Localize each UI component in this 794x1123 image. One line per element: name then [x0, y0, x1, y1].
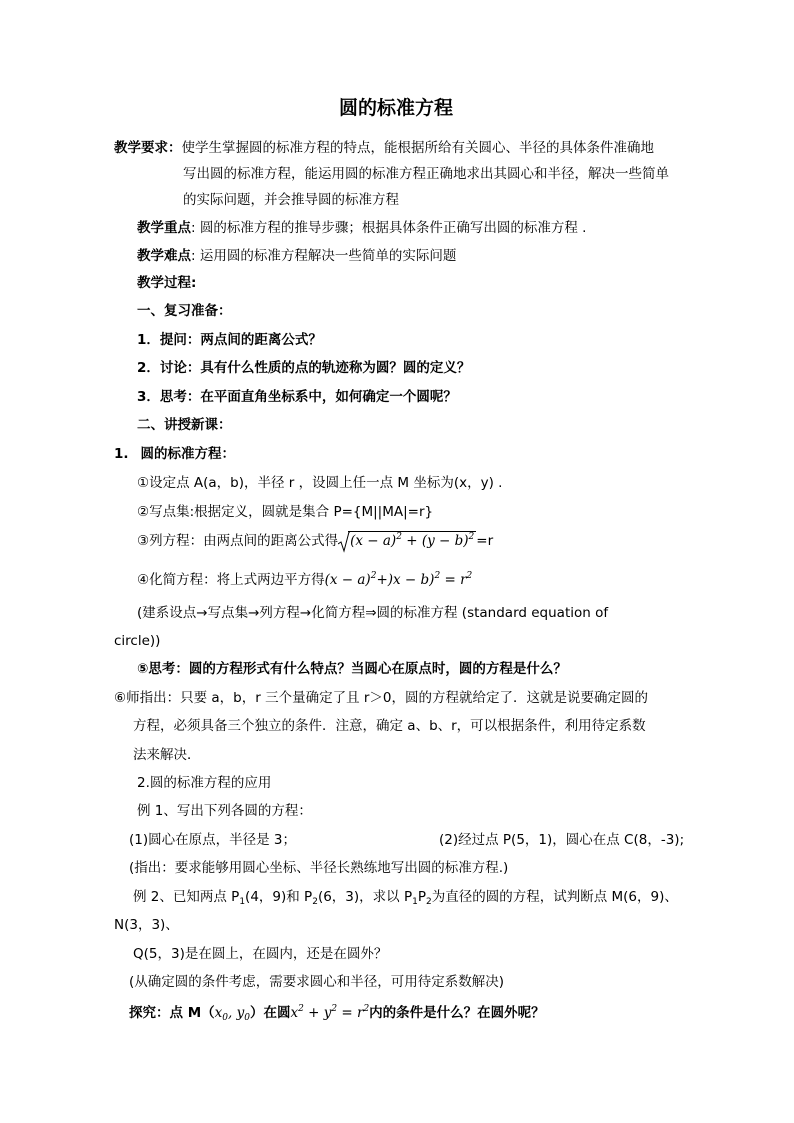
step-3-text: ③列方程：由两点间的距离公式得	[137, 533, 339, 549]
key-point-label: 教学重点	[137, 220, 191, 236]
teaching-process-heading: 教学过程:	[137, 275, 197, 291]
step-3-tail: =r	[476, 533, 494, 549]
simplified-equation: $(x - a)^2+)x - b)^2 = r^2$	[324, 571, 473, 588]
step-3-equation	[137, 531, 493, 551]
requirement-label: 教学要求：	[114, 140, 182, 156]
review-question-2: 2．讨论：具有什么性质的点的轨迹称为圆？圆的定义？	[137, 360, 471, 376]
difficulty-text: : 运用圆的标准方程解决一些简单的实际问题	[191, 248, 457, 264]
example-2-part-a: 例 2、已知两点 P	[133, 889, 240, 905]
step-4-text: ④化简方程：将上式两边平方得	[137, 572, 325, 588]
requirement-line-2: 写出圆的标准方程，能运用圆的标准方程正确地求出其圆心和半径，解决一些简单	[183, 166, 669, 182]
explore-part-c: 内的条件是什么？在圆外呢？	[369, 1005, 545, 1021]
distance-formula: $(x - a)^2 + (y - b)^2$	[338, 531, 476, 551]
radical-sign-icon	[338, 531, 350, 553]
review-question-3: 3．思考：在平面直角坐标系中，如何确定一个圆呢？	[137, 389, 457, 405]
step-5-think: ⑤思考：圆的方程形式有什么特点？当圆心在原点时，圆的方程是什么？	[137, 661, 567, 677]
step-6-line-2: 方程，必须具备三个独立的条件．注意，确定 a、b、r，可以根据条件，利用待定系数	[133, 718, 646, 734]
step-6-line-1: ⑥师指出：只要 a，b，r 三个量确定了且 r＞0，圆的方程就给定了．这就是说要确定圆的	[114, 690, 649, 706]
page-title: 圆的标准方程	[339, 97, 454, 119]
section-review-heading: 一、复习准备：	[137, 303, 232, 319]
teaching-key-point	[137, 218, 586, 238]
example-1-item-2: (2)经过点 P(5，1)，圆心在点 C(8，-3);	[439, 832, 685, 848]
review-question-1: 1．提问：两点间的距离公式？	[137, 332, 322, 348]
explore-part-b: ）在圆	[249, 1005, 291, 1021]
explore-question	[129, 1003, 545, 1023]
step-6-line-3: 法来解决．	[133, 747, 201, 763]
key-point-text: : 圆的标准方程的推导步骤；根据具体条件正确写出圆的标准方程 .	[191, 220, 587, 236]
requirement-line-3: 的实际问题，并会推导圆的标准方程	[183, 192, 399, 208]
explore-part-a: 探究：点 M（	[129, 1005, 215, 1021]
example-1-item-1: (1)圆心在原点，半径是 3；	[129, 832, 297, 848]
teaching-requirement	[114, 138, 654, 158]
example-2-line-3: Q(5，3)是在圆上，在圆内，还是在圆外？	[133, 946, 388, 962]
derivation-flow-line-1: (建系设点→写点集→列方程→化简方程⇒圆的标准方程 (standard equation of	[137, 605, 609, 621]
example-2-line-1: 例 2、已知两点 $P_1(4$，9)和 $P_2(6$，3)，求以 $P_1P_2$为直径的圆的方程，试判断点 M(6，9)、	[133, 889, 678, 907]
example-2-part-d: 为直径的圆的方程，试判断点 M(6，9)、	[431, 889, 678, 905]
derivation-flow-line-2: circle))	[114, 633, 161, 649]
example-1-title: 例 1、写出下列各圆的方程：	[137, 803, 312, 819]
requirement-line-1: 使学生掌握圆的标准方程的特点，能根据所给有关圆心、半径的具体条件准确地	[181, 140, 654, 156]
example-2-line-2: N(3，3)、	[114, 917, 179, 933]
circle-equation: $x^2 + y^2 = r^2$	[290, 1004, 370, 1021]
difficulty-label: 教学难点	[137, 248, 191, 264]
teaching-difficulty	[137, 246, 456, 266]
example-2-part-b: (4，9)和 P	[245, 889, 313, 905]
step-2-write-set: ②写点集:根据定义，圆就是集合 P={M||MA|=r}	[137, 504, 434, 520]
part-1-number: 1.	[114, 446, 129, 462]
part-2-heading: 2.圆的标准方程的应用	[137, 775, 272, 791]
section-new-lesson-heading: 二、讲授新课：	[137, 417, 232, 433]
step-4-simplify	[137, 570, 472, 590]
point-m-coordinates: $x_0$, $y_0$	[214, 1005, 250, 1023]
example-2-part-c: (6，3)，求以 P	[317, 889, 413, 905]
part-1-heading	[114, 444, 235, 464]
step-1-set-point: ①设定点 A(a，b)，半径 r ，设圆上任一点 M 坐标为(x，y) .	[137, 475, 503, 491]
example-2-note: (从确定圆的条件考虑，需要求圆心和半径，可用待定系数解决)	[129, 974, 505, 990]
example-1-note: (指出：要求能够用圆心坐标、半径长熟练地写出圆的标准方程.)	[129, 860, 509, 876]
part-1-text: 圆的标准方程：	[140, 446, 236, 462]
